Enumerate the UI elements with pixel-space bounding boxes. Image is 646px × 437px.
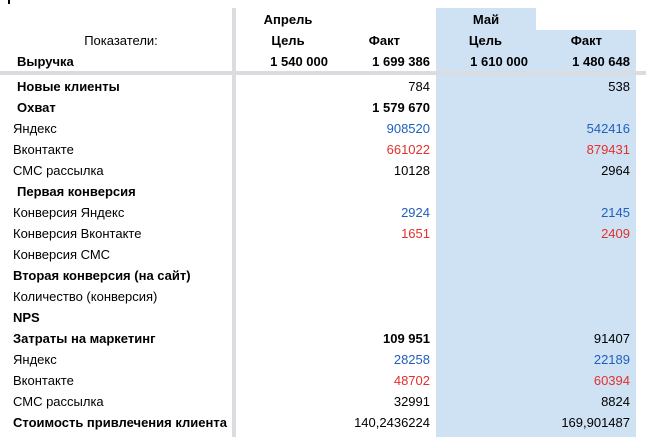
- table-row: [0, 307, 646, 328]
- row-label[interactable]: СМС рассылка: [13, 394, 104, 409]
- month-header-row: [0, 9, 646, 30]
- april-target-cell[interactable]: [238, 202, 338, 223]
- april-fact-cell[interactable]: [338, 181, 436, 202]
- row-label[interactable]: Первая конверсия: [17, 184, 136, 199]
- table-row: [0, 181, 646, 202]
- may-fact-cell[interactable]: 2964: [601, 163, 630, 178]
- table-row: [0, 202, 646, 223]
- row-label[interactable]: Вконтакте: [13, 142, 74, 157]
- april-fact-cell[interactable]: 109 951: [383, 331, 430, 346]
- may-target-cell[interactable]: [436, 223, 536, 244]
- may-fact-cell[interactable]: [536, 307, 636, 328]
- may-fact-cell[interactable]: 2409: [601, 226, 630, 241]
- april-fact-cell[interactable]: 661022: [386, 142, 430, 157]
- header-may-fact[interactable]: Факт: [570, 33, 602, 48]
- may-target-cell[interactable]: [436, 202, 536, 223]
- may-target-cell[interactable]: [436, 118, 536, 139]
- table-row: [0, 370, 646, 391]
- table-row: [0, 118, 646, 139]
- row-label[interactable]: Вконтакте: [13, 373, 74, 388]
- april-target-cell[interactable]: [238, 244, 338, 265]
- may-target-cell[interactable]: [436, 286, 536, 307]
- table-row: [0, 349, 646, 370]
- subheader-row: [0, 30, 646, 51]
- april-fact-cell[interactable]: 28258: [393, 352, 430, 367]
- table-row: [0, 412, 646, 433]
- april-target-cell[interactable]: [238, 328, 338, 349]
- row-label[interactable]: Охват: [17, 100, 56, 115]
- april-target-cell[interactable]: [238, 349, 338, 370]
- april-fact-cell[interactable]: [338, 307, 436, 328]
- april-target-cell[interactable]: [238, 391, 338, 412]
- may-target-cell[interactable]: [436, 328, 536, 349]
- may-fact-cell[interactable]: [536, 97, 636, 118]
- row-label[interactable]: NPS: [13, 310, 40, 325]
- header-may[interactable]: Май: [472, 12, 500, 27]
- header-april-target[interactable]: Цель: [271, 33, 305, 48]
- row-label[interactable]: Конверсия СМС: [13, 247, 111, 262]
- header-april-fact[interactable]: Факт: [368, 33, 400, 48]
- may-target-cell[interactable]: [436, 349, 536, 370]
- may-target-cell[interactable]: [436, 76, 536, 97]
- april-target-cell[interactable]: [238, 76, 338, 97]
- may-target-cell[interactable]: [436, 391, 536, 412]
- may-fact-cell[interactable]: [536, 181, 636, 202]
- may-fact-cell[interactable]: 879431: [586, 142, 630, 157]
- may-target-cell[interactable]: [436, 370, 536, 391]
- row-label[interactable]: Новые клиенты: [17, 79, 120, 94]
- may-fact-cell[interactable]: 91407: [593, 331, 630, 346]
- revenue-label[interactable]: Выручка: [17, 54, 74, 69]
- april-target-cell[interactable]: [238, 118, 338, 139]
- april-fact-cell[interactable]: 784: [408, 79, 430, 94]
- header-indicators[interactable]: Показатели:: [84, 33, 158, 48]
- table-row: [0, 223, 646, 244]
- row-label[interactable]: Количество (конверсия): [13, 289, 158, 304]
- april-fact-cell[interactable]: 1651: [401, 226, 430, 241]
- may-fact-cell[interactable]: 2145: [601, 205, 630, 220]
- revenue-april-fact[interactable]: 1 699 386: [372, 54, 430, 69]
- april-fact-cell[interactable]: 2924: [401, 205, 430, 220]
- april-target-cell[interactable]: [238, 265, 338, 286]
- row-label[interactable]: Конверсия Вконтакте: [13, 226, 142, 241]
- row-label[interactable]: Затраты на маркетинг: [13, 331, 156, 346]
- april-fact-cell[interactable]: [338, 265, 436, 286]
- may-fact-cell[interactable]: 8824: [601, 394, 630, 409]
- may-fact-cell[interactable]: [536, 244, 636, 265]
- april-fact-cell[interactable]: 908520: [386, 121, 430, 136]
- table-row: [0, 97, 646, 118]
- april-target-cell[interactable]: [238, 307, 338, 328]
- table-row: [0, 76, 646, 97]
- row-label[interactable]: Яндекс: [13, 121, 57, 136]
- may-target-cell[interactable]: [436, 139, 536, 160]
- table-row: [0, 328, 646, 349]
- may-target-cell[interactable]: [436, 412, 536, 433]
- april-fact-cell[interactable]: [338, 244, 436, 265]
- may-fact-cell[interactable]: 60394: [593, 373, 630, 388]
- revenue-april-target[interactable]: 1 540 000: [270, 54, 328, 69]
- header-may-target[interactable]: Цель: [468, 33, 502, 48]
- april-target-cell[interactable]: [238, 370, 338, 391]
- row-label[interactable]: Конверсия Яндекс: [13, 205, 125, 220]
- table-row: [0, 160, 646, 181]
- april-fact-cell[interactable]: 10128: [393, 163, 430, 178]
- revenue-may-fact[interactable]: 1 480 648: [572, 54, 630, 69]
- april-fact-cell[interactable]: 140,2436224: [354, 415, 430, 430]
- revenue-row: [0, 51, 646, 72]
- header-april[interactable]: Апрель: [263, 12, 313, 27]
- may-fact-cell[interactable]: [536, 265, 636, 286]
- cell-fragment: [8, 0, 10, 4]
- may-target-cell[interactable]: [436, 181, 536, 202]
- may-fact-cell[interactable]: 22189: [593, 352, 630, 367]
- april-target-cell[interactable]: [238, 286, 338, 307]
- row-label[interactable]: СМС рассылка: [13, 163, 104, 178]
- april-target-cell[interactable]: [238, 223, 338, 244]
- may-fact-cell[interactable]: [536, 286, 636, 307]
- april-fact-cell[interactable]: 1 579 670: [372, 100, 430, 115]
- may-target-cell[interactable]: [436, 160, 536, 181]
- table-row: [0, 391, 646, 412]
- may-target-cell[interactable]: [436, 97, 536, 118]
- row-label[interactable]: Стоимость привлечения клиента: [13, 415, 227, 430]
- table-row: [0, 244, 646, 265]
- april-target-cell[interactable]: [238, 139, 338, 160]
- table-row: [0, 265, 646, 286]
- may-target-cell[interactable]: [436, 244, 536, 265]
- may-fact-cell[interactable]: 538: [608, 79, 630, 94]
- april-target-cell[interactable]: [238, 412, 338, 433]
- april-target-cell[interactable]: [238, 97, 338, 118]
- table-row: [0, 139, 646, 160]
- may-fact-cell[interactable]: 169,901487: [561, 415, 630, 430]
- row-label[interactable]: Яндекс: [13, 352, 57, 367]
- april-target-cell[interactable]: [238, 181, 338, 202]
- may-target-cell[interactable]: [436, 265, 536, 286]
- revenue-may-target[interactable]: 1 610 000: [470, 54, 528, 69]
- row-label[interactable]: Вторая конверсия (на сайт): [13, 268, 191, 283]
- april-target-cell[interactable]: [238, 160, 338, 181]
- may-target-cell[interactable]: [436, 307, 536, 328]
- april-fact-cell[interactable]: 32991: [393, 394, 430, 409]
- april-fact-cell[interactable]: 48702: [393, 373, 430, 388]
- table-row: [0, 286, 646, 307]
- may-fact-cell[interactable]: 542416: [586, 121, 630, 136]
- april-fact-cell[interactable]: [338, 286, 436, 307]
